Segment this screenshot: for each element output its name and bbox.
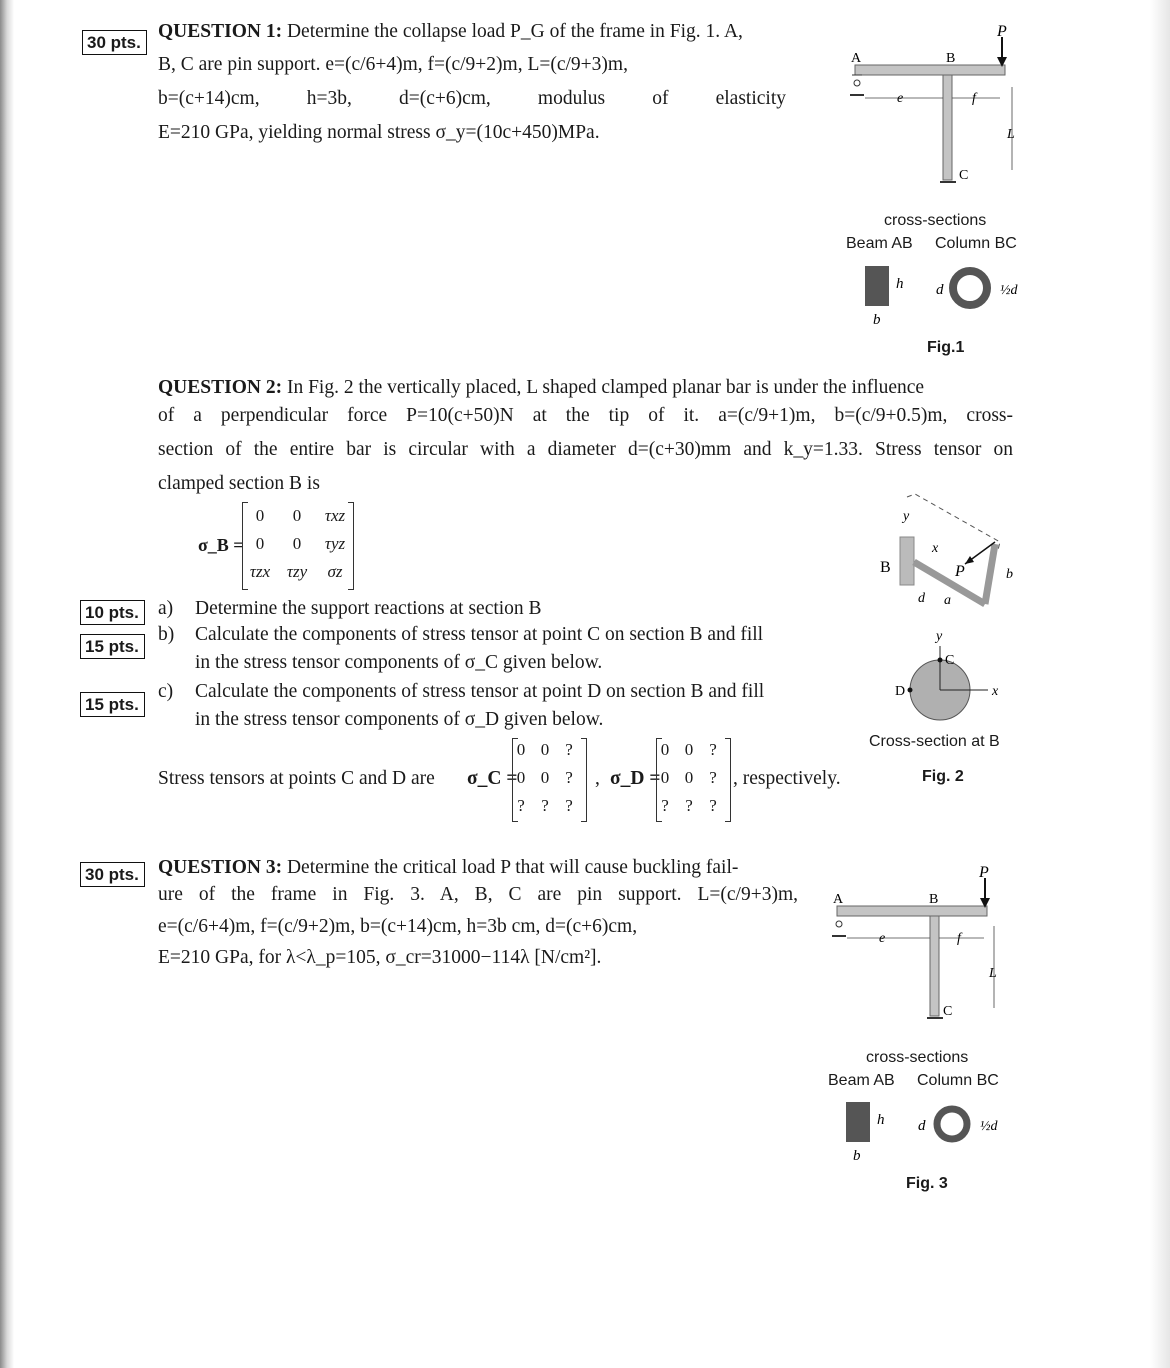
fig1-label-b: B — [946, 51, 956, 66]
matrix-cell: 0 — [516, 768, 526, 787]
fig3-label-h: h — [877, 1112, 885, 1128]
matrix-cell: ? — [541, 796, 549, 815]
q2c-marker: c) — [158, 681, 174, 702]
fig1-label-half-d: ½d — [1000, 283, 1018, 298]
fig2-label-b-length: b — [1006, 567, 1013, 582]
matrix-cell: 0 — [540, 740, 550, 759]
matrix-cell: 0 — [540, 768, 550, 787]
matrix-cell: 0 — [292, 506, 302, 525]
fig1-frame-diagram — [840, 25, 1040, 195]
q1-line-4: E=210 GPa, yielding normal stress σ_y=(10c+450)MPa. — [158, 122, 600, 143]
fig3-cross-sections — [840, 1096, 1010, 1168]
q2-title: QUESTION 2: — [158, 377, 283, 398]
page-left-shadow — [0, 0, 14, 1368]
matrix-cell: τxz — [324, 506, 346, 525]
sigma-d-matrix — [656, 738, 734, 824]
q2b-points-badge: 15 pts. — [80, 634, 145, 659]
matrix-cell: 0 — [255, 534, 265, 553]
q2a-text: Determine the support reactions at section B — [195, 598, 542, 619]
fig2-cs-label-c: C — [945, 653, 955, 668]
matrix-cell: 0 — [292, 534, 302, 553]
matrix-cell: ? — [517, 796, 525, 815]
fig3-label-half-d: ½d — [980, 1119, 998, 1134]
matrix-cell: σz — [327, 562, 343, 581]
fig3-label-l: L — [989, 966, 997, 981]
fig1-label-a: A — [851, 51, 862, 66]
fig3-beam-section — [846, 1102, 870, 1142]
q3-text-1: Determine the critical load P that will cause buckling fail- — [286, 857, 739, 878]
fig1-column-section — [953, 271, 987, 305]
fig1-label-f: f — [972, 91, 976, 106]
fig1-column-bc — [943, 75, 952, 180]
fig2-point-d — [908, 688, 913, 693]
fig2-l-bar-diagram — [870, 492, 1030, 614]
fig2-label-p: P — [955, 563, 965, 580]
fig2-cs-label-y: y — [936, 629, 943, 644]
matrix-cell: 0 — [660, 768, 670, 787]
fig2-wall — [900, 537, 914, 585]
q3-line-3: e=(c/6+4)m, f=(c/9+2)m, b=(c+14)cm, h=3b cm, d=(c+6)cm, — [158, 916, 638, 937]
page-right-shadow — [1150, 0, 1170, 1368]
fig1-label-l: L — [1007, 127, 1015, 142]
fig1-label-c: C — [959, 168, 969, 183]
fig2-cross-section-label: Cross-section at B — [869, 733, 1000, 750]
fig3-cross-sections-title: cross-sections — [866, 1049, 969, 1066]
q2-text-1: In Fig. 2 the vertically placed, L shaped clamped planar bar is under the influence — [286, 377, 925, 398]
fig2-label-b-point: B — [880, 559, 891, 576]
fig1-column-label: Column BC — [935, 235, 1017, 252]
q3-line-1 — [158, 856, 738, 880]
fig1-pin-a — [850, 75, 864, 95]
fig2-label-a: a — [944, 593, 951, 608]
q2a-points-badge: 10 pts. — [80, 600, 145, 625]
matrix-cell: ? — [565, 740, 573, 759]
q3-points-badge: 30 pts. — [80, 862, 145, 887]
q2c-text-1: Calculate the components of stress tensor at point D on section B and fill — [195, 681, 765, 702]
matrix-cell: 0 — [660, 740, 670, 759]
fig3-frame-diagram — [822, 860, 1022, 1030]
fig3-label-c: C — [943, 1004, 953, 1019]
fig2-cs-label-x: x — [992, 684, 999, 699]
fig2-bar-arm-b — [985, 544, 995, 604]
fig2-label-d: d — [918, 591, 925, 606]
fig1-beam-ab — [855, 65, 1005, 75]
fig3-label-b: B — [929, 892, 939, 907]
fig1-caption: Fig.1 — [927, 339, 965, 356]
sigma-c-label: σ_C = — [467, 768, 518, 789]
q2b-text-1: Calculate the components of stress tensor at point C on section B and fill — [195, 624, 764, 645]
matrix-cell: τzy — [286, 562, 308, 581]
fig1-cross-sections — [860, 260, 1030, 332]
q2-line-4: clamped section B is — [158, 473, 320, 494]
fig3-beam-ab — [837, 906, 987, 916]
fig2-label-y: y — [903, 509, 910, 524]
fig3-label-p: P — [979, 864, 989, 881]
fig1-label-b-width: b — [873, 312, 881, 328]
q2-line-3: section of the entire bar is circular with a diameter d=(c+30)mm and k_y=1.33. Stress tensor on — [158, 439, 1013, 460]
fig3-label-b-width: b — [853, 1148, 861, 1164]
fig2-label-x: x — [932, 541, 939, 556]
q1-points-badge: 30 pts. — [82, 30, 147, 55]
q2c-text-2: in the stress tensor components of σ_D given below. — [195, 709, 604, 730]
fig2-dashed-plane — [907, 494, 1000, 550]
fig3-label-f: f — [957, 931, 961, 946]
fig1-label-e: e — [897, 91, 904, 106]
matrix-cell: ? — [685, 796, 693, 815]
matrix-cell: 0 — [516, 740, 526, 759]
q3-line-4: E=210 GPa, for λ<λ_p=105, σ_cr=31000−114λ [N/cm²]. — [158, 947, 602, 968]
tensors-prefix: Stress tensors at points C and D are — [158, 768, 435, 789]
fig1-label-h: h — [896, 276, 904, 292]
matrix-cell: ? — [661, 796, 669, 815]
fig2-point-c — [938, 658, 943, 663]
matrix-cell: ? — [709, 768, 717, 787]
q2-line-2: of a perpendicular force P=10(c+50)N at the tip of it. a=(c/9+1)m, b=(c/9+0.5)m, cross- — [158, 405, 1013, 426]
fig3-beam-label: Beam AB — [828, 1072, 895, 1089]
matrix-cell: 0 — [255, 506, 265, 525]
fig1-label-p: P — [997, 25, 1007, 40]
fig1-beam-label: Beam AB — [846, 235, 913, 252]
matrix-cell: 0 — [684, 768, 694, 787]
tensors-respectively: , respectively. — [733, 768, 841, 789]
q1-title: QUESTION 1: — [158, 21, 283, 42]
q3-line-2: ure of the frame in Fig. 3. A, B, C are pin support. L=(c/9+3)m, — [158, 884, 798, 905]
matrix-cell: τyz — [324, 534, 346, 553]
q1-line-3: b=(c+14)cm, h=3b, d=(c+6)cm, modulus of elasticity — [158, 88, 786, 109]
fig3-label-d: d — [918, 1118, 926, 1134]
fig3-label-e: e — [879, 931, 886, 946]
q2a-marker: a) — [158, 598, 174, 619]
fig1-label-d: d — [936, 282, 944, 298]
fig3-column-label: Column BC — [917, 1072, 999, 1089]
q2b-marker: b) — [158, 624, 175, 645]
sigma-b-matrix — [242, 502, 357, 592]
matrix-cell: ? — [565, 768, 573, 787]
sigma-c-matrix — [512, 738, 590, 824]
matrix-cell: ? — [709, 740, 717, 759]
fig3-pin-a — [832, 921, 846, 936]
fig1-beam-section — [865, 266, 889, 306]
matrix-cell: ? — [565, 796, 573, 815]
fig2-cross-section — [890, 626, 1010, 726]
sigma-b-label: σ_B = — [198, 535, 244, 555]
fig2-caption: Fig. 2 — [922, 768, 964, 785]
fig2-cs-label-d: D — [895, 684, 906, 699]
fig3-caption: Fig. 3 — [906, 1175, 948, 1192]
q2-line-1 — [158, 376, 924, 400]
fig3-column-bc — [930, 916, 939, 1016]
fig3-column-section — [937, 1109, 967, 1139]
matrix-cell: ? — [709, 796, 717, 815]
q2c-points-badge: 15 pts. — [80, 692, 145, 717]
q1-line-1 — [158, 20, 743, 44]
q1-text-1: Determine the collapse load P_G of the frame in Fig. 1. A, — [286, 21, 743, 42]
sigma-d-label: σ_D = — [610, 768, 661, 789]
q2b-text-2: in the stress tensor components of σ_C given below. — [195, 652, 603, 673]
fig2-force-arrow-head — [965, 556, 974, 564]
fig3-label-a: A — [833, 892, 844, 907]
tensor-comma: , — [595, 768, 600, 789]
q3-title: QUESTION 3: — [158, 857, 283, 878]
q1-line-2: B, C are pin support. e=(c/6+4)m, f=(c/9+2)m, L=(c/9+3)m, — [158, 54, 628, 75]
matrix-cell: τzx — [249, 562, 271, 581]
fig1-cross-sections-title: cross-sections — [884, 212, 987, 229]
matrix-cell: 0 — [684, 740, 694, 759]
